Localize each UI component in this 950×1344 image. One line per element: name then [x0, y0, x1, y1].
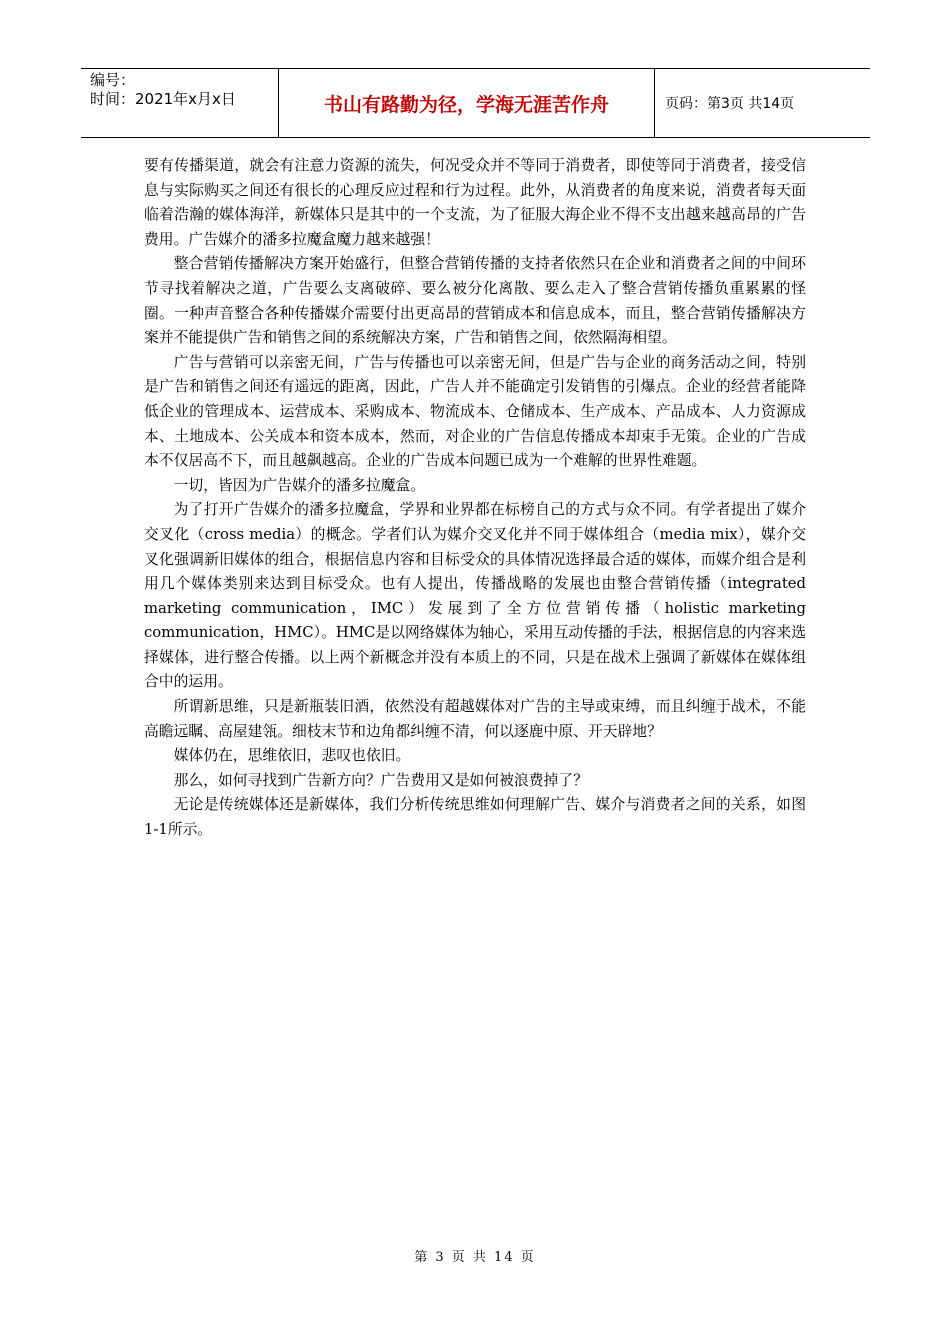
- paragraph: 无论是传统媒体还是新媒体，我们分析传统思维如何理解广告、媒介与消费者之间的关系，如图1-1所示。: [144, 796, 806, 839]
- document-body: [144, 154, 806, 843]
- page-footer: 第 3 页 共 14 页: [414, 1250, 536, 1265]
- page-header: [81, 68, 870, 138]
- time-label: 时间：2021年x月x日: [90, 90, 236, 108]
- header-page-info: 页码：第3页 共14页: [665, 96, 795, 112]
- header-motto: 书山有路勤为径，学海无涯苦作舟: [279, 69, 655, 137]
- paragraph: 要有传播渠道，就会有注意力资源的流失，何况受众并不等同于消费者，即使等同于消费者，接受信息与实际购买之间还有很长的心理反应过程和行为过程。此外，从消费者的角度来说，消费者每天面临着浩瀚的媒体海洋，新媒体只是其中的一个支流，为了征服大海企业不得不支出越来越高昂的广告费用。广告媒介的潘多拉魔盒魔力越来越强！: [144, 157, 806, 248]
- paragraph: 所谓新思维，只是新瓶装旧酒，依然没有超越媒体对广告的主导或束缚，而且纠缠于战术，不能高瞻远瞩、高屋建瓴。细枝末节和边角都纠缠不清，何以逐鹿中原、开天辟地？: [144, 698, 806, 740]
- paragraph: 整合营销传播解决方案开始盛行，但整合营销传播的支持者依然只在企业和消费者之间的中间环节寻找着解决之道，广告要么支离破碎、要么被分化离散、要么走入了整合营销传播负重累累的怪圈。一种声音整合各种传播媒介需要付出更高昂的营销成本和信息成本，而且，整合营销传播解决方案并不能提供广告和销售之间的系统解决方案，广告和销售之间，依然隔海相望。: [144, 255, 806, 347]
- paragraph: 广告与营销可以亲密无间，广告与传播也可以亲密无间，但是广告与企业的商务活动之间，特别是广告和销售之间还有遥远的距离，因此，广告人并不能确定引发销售的引爆点。企业的经营者能降低企业的管理成本、运营成本、采购成本、物流成本、仓储成本、生产成本、产品成本、人力资源成本、土地成本、公关成本和资本成本，然而，对企业的广告信息传播成本却束手无策。企业的广告成本不仅居高不下，而且越飙越高。企业的广告成本问题已成为一个难解的世界性难题。: [144, 353, 806, 470]
- header-meta: [81, 69, 279, 137]
- paragraph: 一切，皆因为广告媒介的潘多拉魔盒。: [173, 476, 426, 494]
- paragraph: 媒体仍在，思维依旧，悲叹也依旧。: [173, 747, 411, 765]
- paragraph: 为了打开广告媒介的潘多拉魔盒，学界和业界都在标榜自己的方式与众不同。有学者提出了媒介交叉化（cross media）的概念。学者们认为媒介交叉化并不同于媒体组合（media mix），媒介交叉化强调新旧媒体的组合，根据信息内容和目标受众的具体情况选择最合适的媒体，而媒介组合是利用几个媒体类别来达到目标受众。也有人提出，传播战略的发展也由整合营销传播（integrated marketing communication，IMC）发展到了全方位营销传播（holistic marketing communication，HMC）。HMC是以网络媒体为轴心，采用互动传播的手法，根据信息的内容来选择媒体，进行整合传播。以上两个新概念并没有本质上的不同，只是在战术上强调了新媒体在媒体组合中的运用。: [144, 501, 806, 691]
- number-label: 编号：: [90, 71, 136, 89]
- paragraph: 那么，如何寻找到广告新方向？广告费用又是如何被浪费掉了？: [173, 771, 588, 789]
